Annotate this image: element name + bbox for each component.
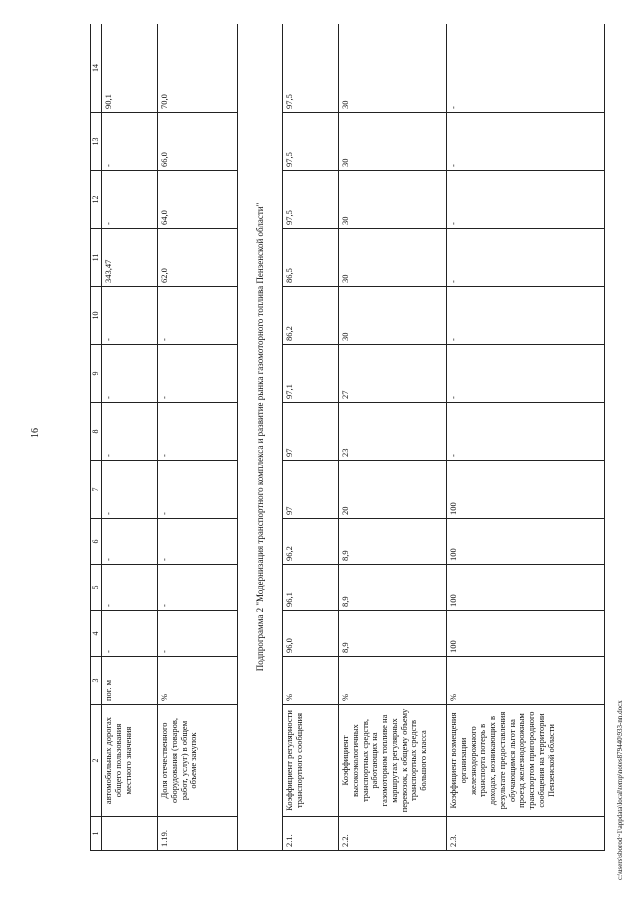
unit-cell: %	[447, 657, 605, 705]
row-number: 1.19.	[158, 817, 238, 851]
row-number: 2.3.	[447, 817, 605, 851]
value-cell: -	[447, 287, 605, 345]
unit-cell: пог. м	[102, 657, 158, 705]
footer-file-path: c:\users\sborod~1\appdata\local\temp\notes879440\933-nn.docx	[616, 700, 624, 880]
value-cell: -	[447, 171, 605, 229]
column-header: 5	[91, 565, 102, 611]
value-cell: -	[447, 229, 605, 287]
column-header: 2	[91, 705, 102, 817]
value-cell: 97	[283, 403, 339, 461]
unit-cell: %	[283, 657, 339, 705]
value-cell: 97,5	[283, 171, 339, 229]
unit-cell: %	[158, 657, 238, 705]
value-cell: -	[158, 611, 238, 657]
indicator-name: Коэффициент высокоэкологичных транспортных средств, работающих на газомоторном топливе на маршрутах регулярных перевозок, к общему объему транспортных средств большого класса	[339, 705, 447, 817]
column-header: 13	[91, 113, 102, 171]
value-cell: -	[158, 345, 238, 403]
value-cell: -	[447, 403, 605, 461]
value-cell: 100	[447, 461, 605, 519]
value-cell: -	[158, 519, 238, 565]
value-cell: 86,2	[283, 287, 339, 345]
value-cell: -	[102, 519, 158, 565]
column-header: 3	[91, 657, 102, 705]
page-number: 16	[30, 428, 41, 438]
value-cell: 97	[283, 461, 339, 519]
value-cell: 97,5	[283, 24, 339, 113]
value-cell: -	[158, 403, 238, 461]
value-cell: 90,1	[102, 24, 158, 113]
indicators-table	[90, 24, 605, 851]
value-cell: -	[158, 461, 238, 519]
column-header: 7	[91, 461, 102, 519]
value-cell: 100	[447, 565, 605, 611]
table-stage	[90, 24, 605, 851]
value-cell: 100	[447, 519, 605, 565]
header-row	[91, 24, 102, 851]
value-cell: -	[102, 403, 158, 461]
value-cell: -	[102, 345, 158, 403]
value-cell: 20	[339, 461, 447, 519]
value-cell: 70,0	[158, 24, 238, 113]
value-cell: -	[158, 287, 238, 345]
value-cell: -	[102, 171, 158, 229]
indicator-name: Доля отечественного оборудования (товаров, работ, услуг) в общем объеме закупок	[158, 705, 238, 817]
value-cell: 30	[339, 287, 447, 345]
value-cell: -	[102, 565, 158, 611]
table-row	[339, 24, 447, 851]
value-cell: 8,9	[339, 565, 447, 611]
value-cell: 86,5	[283, 229, 339, 287]
table-row	[158, 24, 238, 851]
column-header: 6	[91, 519, 102, 565]
table-row	[447, 24, 605, 851]
indicator-name: Коэффициент возмещения организации железнодорожного транспорта потерь в доходах, возникающих в результате предоставления обучающимся льгот на проезд железнодорожным транспортом пригородного сообщения на территории Пензенской области	[447, 705, 605, 817]
column-header: 9	[91, 345, 102, 403]
value-cell: 23	[339, 403, 447, 461]
value-cell: -	[102, 461, 158, 519]
value-cell: 30	[339, 229, 447, 287]
column-header: 12	[91, 171, 102, 229]
subprogram-row	[238, 24, 283, 851]
value-cell: 97,1	[283, 345, 339, 403]
value-cell: 30	[339, 113, 447, 171]
value-cell: 62,0	[158, 229, 238, 287]
value-cell: 96,0	[283, 611, 339, 657]
value-cell: 96,1	[283, 565, 339, 611]
indicator-name: автомобильных дорогах общего пользования местного значения	[102, 705, 158, 817]
table-row	[102, 24, 158, 851]
value-cell: -	[102, 287, 158, 345]
unit-cell: %	[339, 657, 447, 705]
value-cell: 343,47	[102, 229, 158, 287]
value-cell: -	[447, 113, 605, 171]
value-cell: 97,5	[283, 113, 339, 171]
value-cell: -	[447, 24, 605, 113]
value-cell: -	[447, 345, 605, 403]
value-cell: -	[102, 113, 158, 171]
column-header: 4	[91, 611, 102, 657]
value-cell: -	[158, 565, 238, 611]
value-cell: 30	[339, 24, 447, 113]
column-header: 11	[91, 229, 102, 287]
column-header: 8	[91, 403, 102, 461]
column-header: 14	[91, 24, 102, 113]
value-cell: 100	[447, 611, 605, 657]
value-cell: 64,0	[158, 171, 238, 229]
value-cell: -	[102, 611, 158, 657]
subprogram-title: Подпрограмма 2 "Модернизация транспортного комплекса и развитие рынка газомоторного топлива Пензенской области"	[238, 24, 283, 851]
value-cell: 27	[339, 345, 447, 403]
value-cell: 8,9	[339, 519, 447, 565]
indicator-name: Коэффициент регулярности транспортного сообщения	[283, 705, 339, 817]
row-number: 2.1.	[283, 817, 339, 851]
column-header: 10	[91, 287, 102, 345]
value-cell: 8,9	[339, 611, 447, 657]
column-header: 1	[91, 817, 102, 851]
rotated-table-container	[90, 24, 605, 851]
table-row	[283, 24, 339, 851]
table-body	[102, 24, 605, 851]
value-cell: 66,0	[158, 113, 238, 171]
row-number: 2.2.	[339, 817, 447, 851]
value-cell: 30	[339, 171, 447, 229]
row-number	[102, 817, 158, 851]
value-cell: 96,2	[283, 519, 339, 565]
